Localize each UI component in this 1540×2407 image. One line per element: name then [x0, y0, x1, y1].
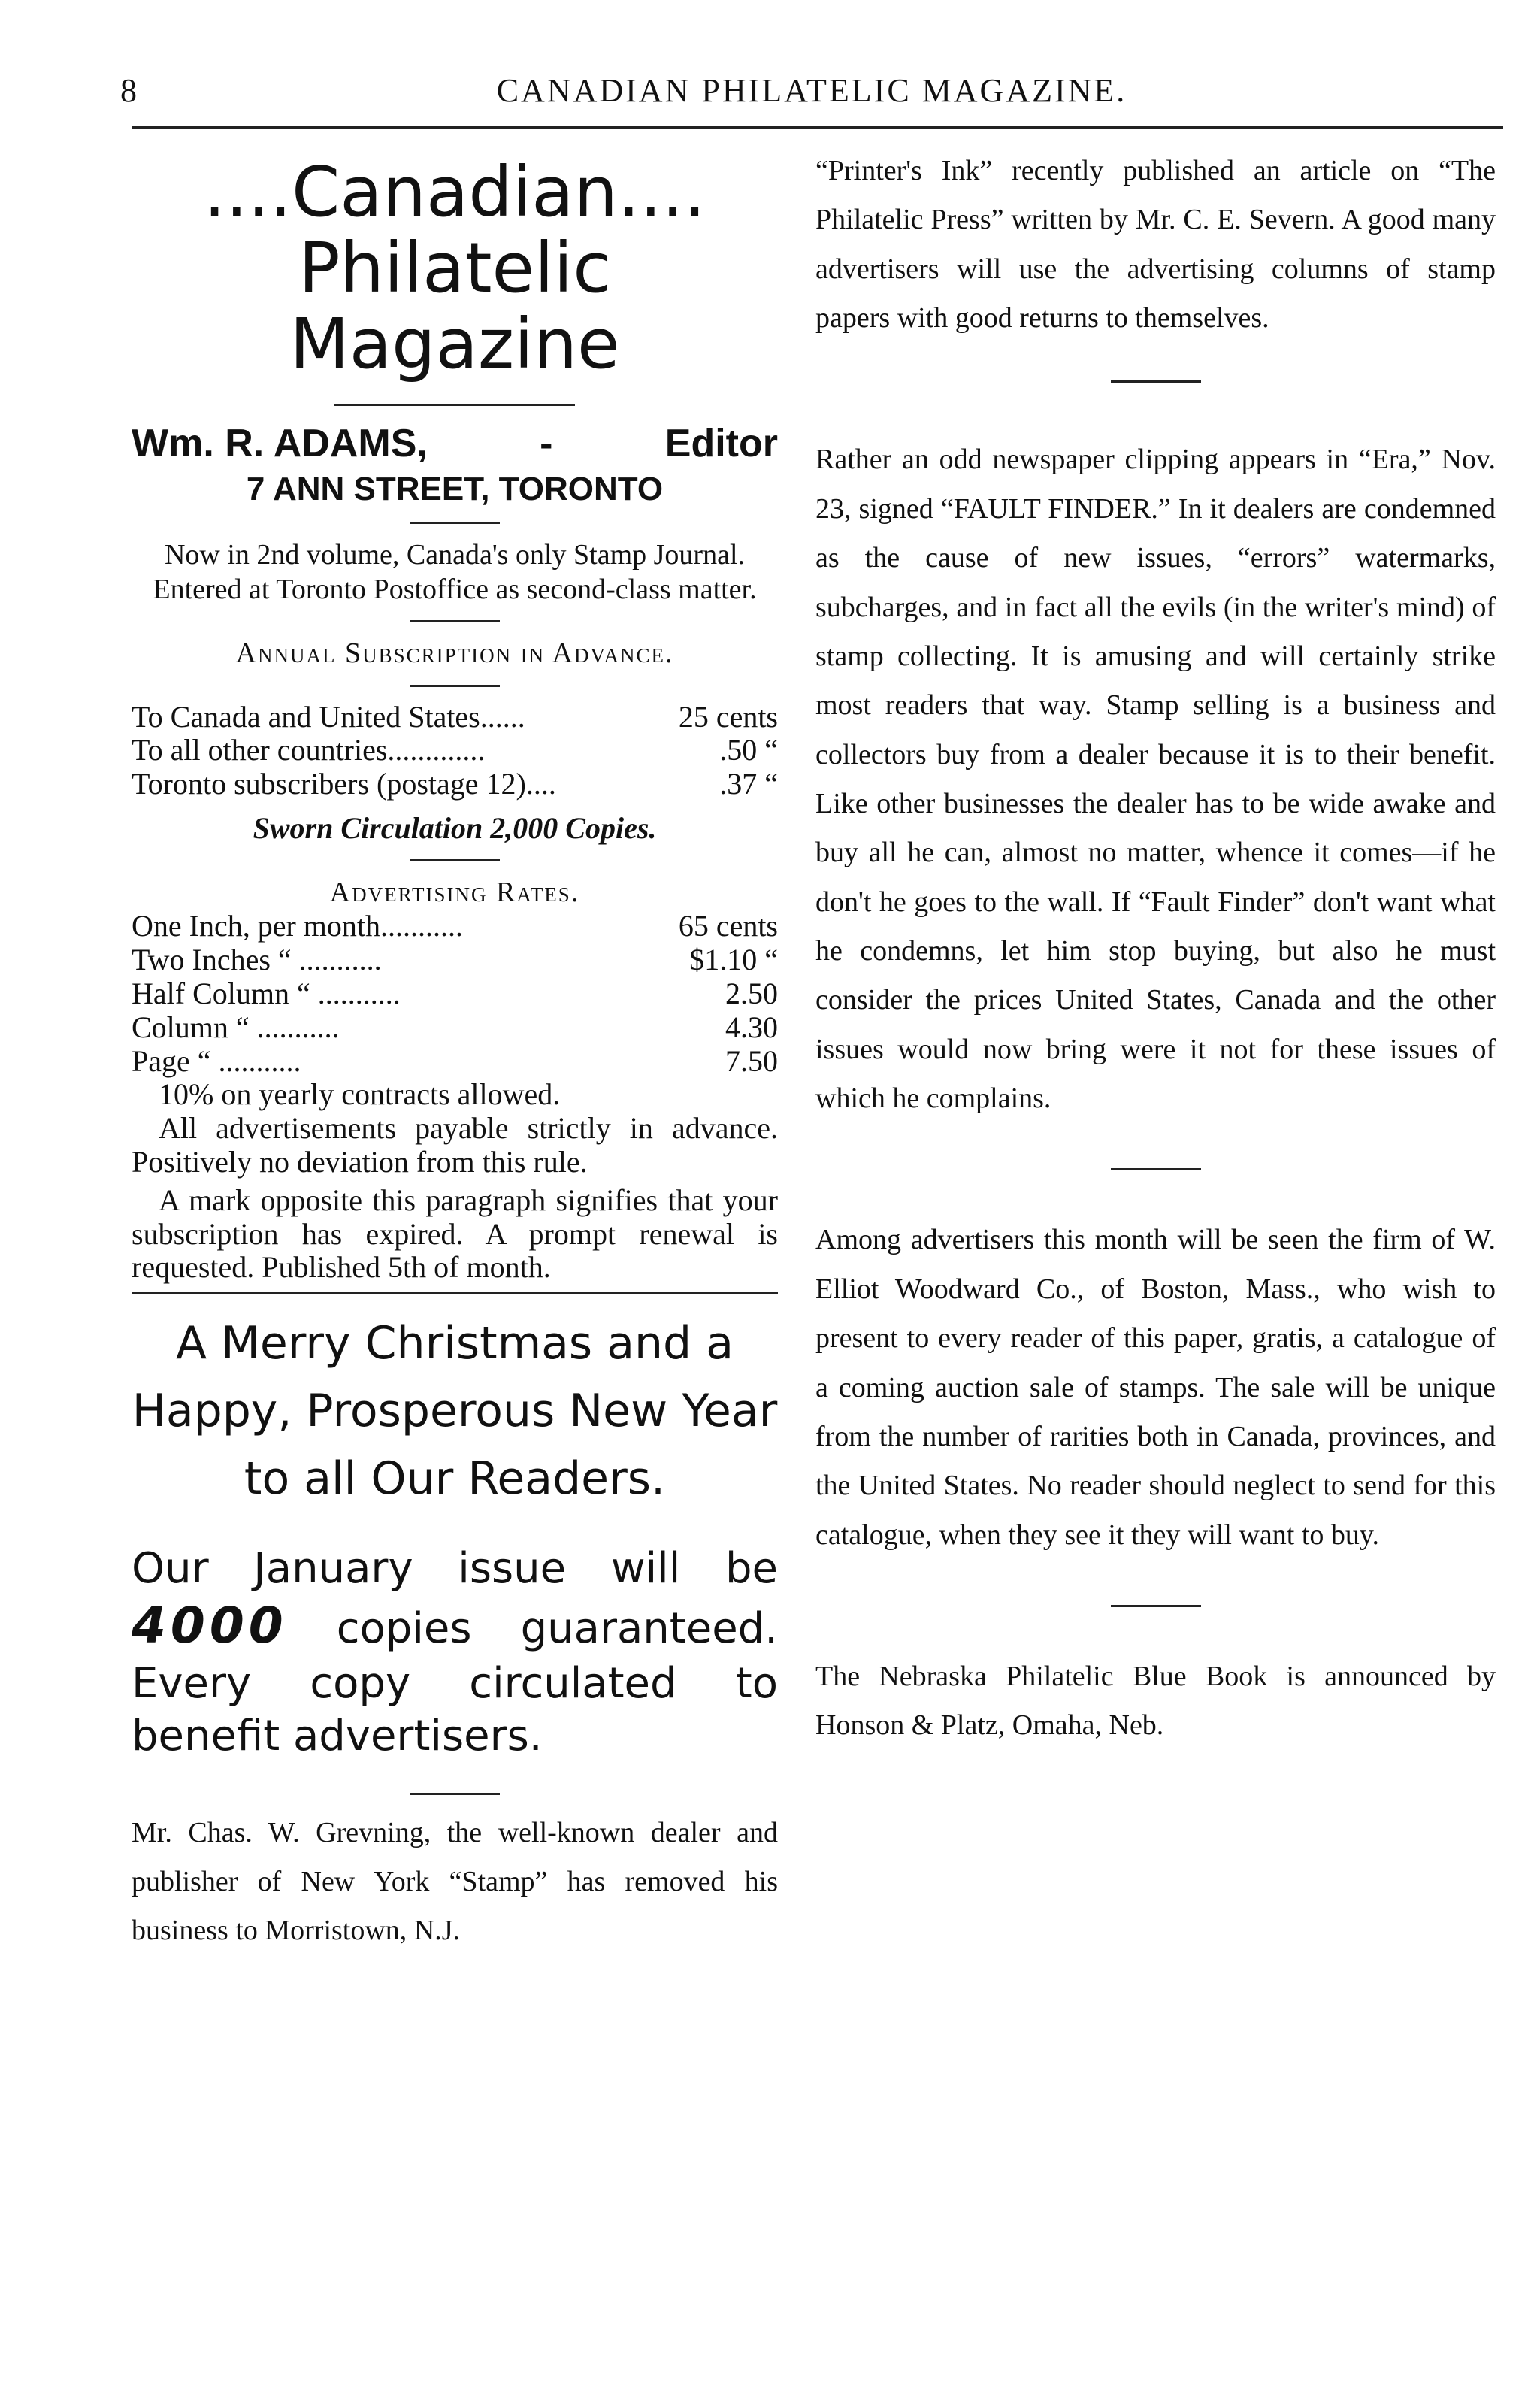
divider: [410, 620, 500, 622]
subscription-table: [132, 701, 778, 801]
advertising-heading: Advertising Rates.: [329, 877, 580, 909]
rate-value: .37 “: [719, 767, 778, 801]
section-rule: [132, 1292, 778, 1294]
rate-label: To all other countries.............: [132, 733, 486, 768]
advertising-row: [132, 910, 778, 943]
january-text-end: copies guaranteed. Every copy circulated to benefit advertisers.: [132, 1604, 778, 1761]
yearly-contracts: 10% on yearly contracts allowed.: [159, 1077, 561, 1112]
rate-value: 4.30: [725, 1010, 778, 1044]
divider: [1111, 1605, 1201, 1607]
divider: [1111, 380, 1201, 383]
rate-label: To Canada and United States......: [132, 699, 525, 734]
january-text-start: Our January issue will be: [132, 1544, 778, 1594]
left-column: [132, 147, 778, 1956]
subscription-row: [132, 768, 778, 801]
rate-value: .50 “: [719, 733, 778, 768]
intro-text: Now in 2nd volume, Canada's only Stamp Journal. Entered at Toronto Postoffice as second-class matter.: [153, 538, 757, 605]
rate-label: Two Inches “ ...........: [132, 943, 382, 977]
fault-finder-paragraph: Rather an odd newspaper clipping appears in “Era,” Nov. 23, signed “FAULT FINDER.” In it dealers are condemned as the cause of new issues, “errors” watermarks, subcharges, and in fact all the evils (in the writer's mind) of stamp collecting. It is amusing and will certainly strike most readers that way. Stamp selling is a business and collectors buy from a dealer because it is to their benefit. Like other businesses the dealer has to be wide awake and buy all he can, almost no matter, whence it comes—if he don't he goes to the wall. If “Fault Finder” don't want what he condemns, let him stop buying, but also he must consider the prices United States, Canada and the other issues would now bring were it not for these issues of which he complains.: [815, 444, 1496, 1115]
advance-payment-note: All advertisements payable strictly in advance. Positively no deviation from this rule.: [132, 1111, 778, 1179]
advertising-row: [132, 977, 778, 1011]
advertising-row: [132, 943, 778, 977]
address: 7 ANN STREET, TORONTO: [246, 470, 664, 507]
advertising-row: [132, 1045, 778, 1079]
rate-label: Toronto subscribers (postage 12)....: [132, 767, 556, 801]
rate-value: 7.50: [725, 1043, 778, 1078]
masthead-line-1: ....Canadian....: [204, 152, 706, 232]
divider: [410, 859, 500, 861]
right-column: [815, 147, 1496, 1751]
rate-value: 2.50: [725, 976, 778, 1010]
running-title: CANADIAN PHILATELIC MAGAZINE.: [496, 72, 1127, 109]
header-rule: [132, 126, 1503, 129]
rate-value: 65 cents: [678, 909, 778, 943]
january-notice: [132, 1543, 778, 1763]
masthead-rule: [334, 404, 575, 406]
subscription-row: [132, 701, 778, 734]
rate-label: One Inch, per month...........: [132, 909, 464, 943]
rate-label: Column “ ...........: [132, 1010, 340, 1044]
advertising-row: [132, 1011, 778, 1045]
rate-label: Half Column “ ...........: [132, 976, 401, 1010]
january-copy-count: 4000: [132, 1597, 288, 1655]
woodward-paragraph: Among advertisers this month will be seen the firm of W. Elliot Woodward Co., of Boston, Mass., who wish to present to every reader of this paper, gratis, a catalogue of a coming auction sale of stamps. The sale will be unique from the number of rarities both in Canada, provinces, and the United States. No reader should neglect to send for this catalogue, when they see it they will want to buy.: [815, 1224, 1496, 1551]
editor-title: Editor: [664, 421, 778, 465]
editor-dash: -: [540, 421, 553, 465]
christmas-greeting: A Merry Christmas and a Happy, Prosperous New Year to all Our Readers.: [132, 1317, 778, 1506]
page-header: [120, 71, 1503, 117]
subscription-row: [132, 734, 778, 768]
page-number: 8: [120, 72, 137, 109]
expired-mark-note: A mark opposite this paragraph signifies that your subscription has expired. A prompt renewal is requested. Published 5th of month.: [132, 1182, 778, 1285]
advertising-table: [132, 910, 778, 1078]
sworn-circulation: Sworn Circulation 2,000 Copies.: [253, 811, 657, 846]
rate-value: 25 cents: [678, 699, 778, 734]
subscription-heading: Annual Subscription in Advance.: [235, 637, 674, 670]
grevning-note: Mr. Chas. W. Grevning, the well-known dealer and publisher of New York “Stamp” has removed his business to Morristown, N.J.: [132, 1816, 778, 1947]
nebraska-paragraph: The Nebraska Philatelic Blue Book is announced by Honson & Platz, Omaha, Neb.: [815, 1660, 1496, 1742]
printers-ink-paragraph: “Printer's Ink” recently published an article on “The Philatelic Press” written by Mr. C. E. Severn. A good many advertisers will use the advertising columns of stamp papers with good returns to themselves.: [815, 155, 1496, 335]
divider: [410, 522, 500, 524]
divider: [410, 685, 500, 687]
editor-name: Wm. R. ADAMS,: [132, 421, 428, 465]
divider: [410, 1793, 500, 1795]
masthead-line-2: Philatelic Magazine: [289, 228, 620, 385]
divider: [1111, 1168, 1201, 1170]
editor-line: [132, 421, 778, 466]
rate-value: $1.10 “: [689, 943, 778, 977]
rate-label: Page “ ...........: [132, 1043, 301, 1078]
